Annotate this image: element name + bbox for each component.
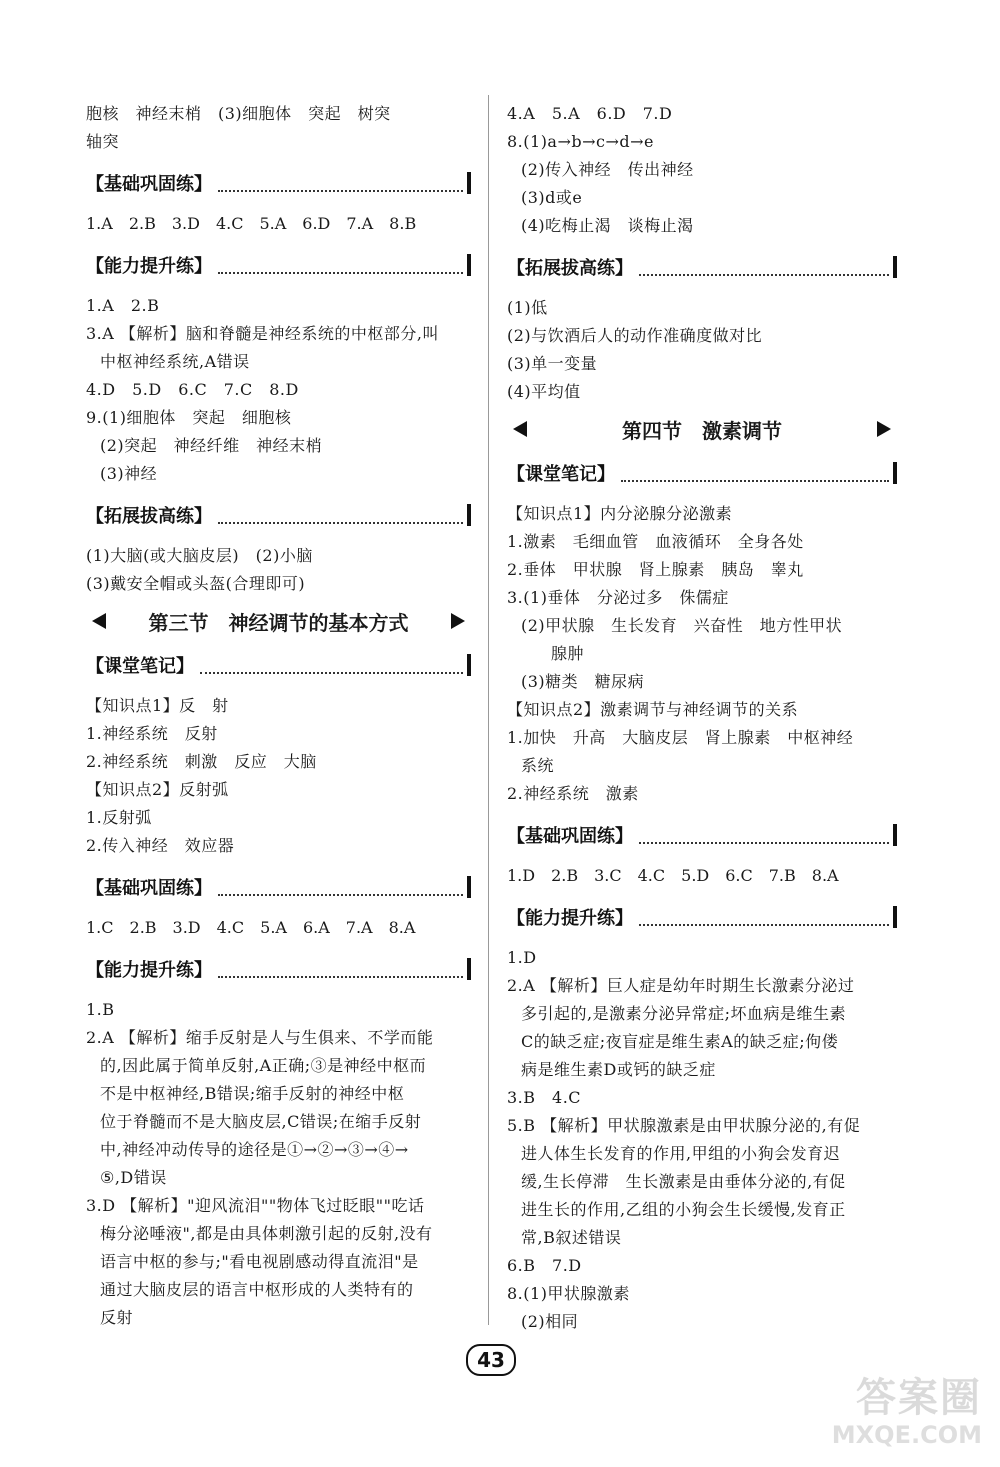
section-title: 【基础巩固练】 [507, 826, 633, 847]
text-line: 1.反射弧 [86, 808, 152, 827]
dotted-leader [218, 256, 463, 274]
text-line: 的,因此属于简单反射,A正确;③是神经中枢而 [100, 1056, 427, 1075]
triangle-right-icon [877, 421, 891, 437]
text-line: 2.A 【解析】巨人症是幼年时期生长激素分泌过 [507, 976, 855, 995]
text-line: 腺肿 [551, 644, 585, 663]
triangle-left-icon [513, 421, 527, 437]
text-line: 5.B 【解析】甲状腺激素是由甲状腺分泌的,有促 [507, 1116, 861, 1135]
watermark [792, 1375, 982, 1457]
triangle-left-icon [92, 613, 106, 629]
dotted-leader [218, 506, 463, 524]
dotted-leader [639, 908, 889, 926]
section-title: 【课堂笔记】 [507, 464, 615, 485]
text-line: (2)甲状腺 生长发育 兴奋性 地方性甲状 [521, 616, 843, 635]
text-line: (1)低 [507, 298, 548, 317]
text-line: 2.A 【解析】缩手反射是人与生俱来、不学而能 [86, 1028, 434, 1047]
end-bar [467, 958, 471, 980]
text-line: (1)大脑(或大脑皮层) (2)小脑 [86, 546, 313, 565]
watermark-logo: 答案圈 [856, 1375, 982, 1421]
text-line: 中,神经冲动传导的途径是①→②→③→④→ [100, 1140, 409, 1159]
text-line: 2.传入神经 效应器 [86, 836, 235, 855]
text-line: 【知识点2】激素调节与神经调节的关系 [507, 700, 799, 719]
section-header-notes [86, 650, 471, 680]
text-line: 梅分泌唾液",都是由具体刺激引起的反射,没有 [100, 1224, 433, 1243]
text-line: 病是维生素D或钙的缺乏症 [521, 1060, 716, 1079]
section-title: 【基础巩固练】 [86, 174, 212, 195]
text-line: (2)传入神经 传出神经 [521, 160, 694, 179]
text-line: 1.加快 升高 大脑皮层 肾上腺素 中枢神经 [507, 728, 854, 747]
section-title: 【拓展拔高练】 [86, 506, 212, 527]
triangle-right-icon [451, 613, 465, 629]
text-line: 2.神经系统 激素 [507, 784, 639, 803]
text-line: 6.B 7.D [507, 1256, 582, 1275]
text-line: 1.D [507, 948, 537, 967]
text-line: 进人体生长发育的作用,甲组的小狗会发育迟 [521, 1144, 841, 1163]
text-line: 1.激素 毛细血管 血液循环 全身各处 [507, 532, 804, 551]
text-line: (3)戴安全帽或头盔(合理即可) [86, 574, 306, 593]
section-header-notes [507, 458, 897, 488]
section-header-extend [507, 252, 897, 282]
section-header-basic [507, 820, 897, 850]
text-line: 1.神经系统 反射 [86, 724, 218, 743]
text-line: 轴突 [86, 132, 120, 151]
answer-row: 1.A 2.B 3.D 4.C 5.A 6.D 7.A 8.B [86, 214, 417, 233]
text-line: 缓,生长停滞 生长激素是由垂体分泌的,有促 [521, 1172, 846, 1191]
text-line: 8.(1)甲状腺激素 [507, 1284, 630, 1303]
text-line: 位于脊髓而不是大脑皮层,C错误;在缩手反射 [100, 1112, 422, 1131]
section-header-extend [86, 500, 471, 530]
dotted-leader [621, 464, 889, 482]
end-bar [467, 504, 471, 526]
text-line: 反射 [100, 1308, 134, 1327]
text-line: 进生长的作用,乙组的小狗会生长缓慢,发育正 [521, 1200, 846, 1219]
text-line: 系统 [521, 756, 555, 775]
text-line: 3.(1)垂体 分泌过多 侏儒症 [507, 588, 729, 607]
dotted-leader [639, 826, 889, 844]
section-header-ability [86, 954, 471, 984]
chapter-text: 第三节 神经调节的基本方式 [148, 610, 409, 635]
text-line: 【知识点1】内分泌腺分泌激素 [507, 504, 733, 523]
end-bar [893, 256, 897, 278]
text-line: ⑤,D错误 [100, 1168, 167, 1187]
text-line: 多引起的,是激素分泌异常症;坏血病是维生素 [521, 1004, 846, 1023]
section-header-ability [507, 902, 897, 932]
text-line: 2.神经系统 刺激 反应 大脑 [86, 752, 317, 771]
section-header-basic [86, 872, 471, 902]
text-line: (2)突起 神经纤维 神经末梢 [100, 436, 323, 455]
section-title: 【能力提升练】 [507, 908, 633, 929]
text-line: 8.(1)a→b→c→d→e [507, 132, 655, 151]
section-title: 【能力提升练】 [86, 256, 212, 277]
end-bar [467, 654, 471, 676]
column-divider [488, 95, 489, 1325]
text-line: 通过大脑皮层的语言中枢形成的人类特有的 [100, 1280, 414, 1299]
chapter-text: 第四节 激素调节 [622, 418, 782, 443]
section-title: 【拓展拔高练】 [507, 258, 633, 279]
text-line: 4.D 5.D 6.C 7.C 8.D [86, 380, 299, 399]
section-title: 【基础巩固练】 [86, 878, 212, 899]
dotted-leader [200, 656, 463, 674]
chapter-title-3 [86, 604, 471, 638]
end-bar [893, 906, 897, 928]
text-line: 胞核 神经末梢 (3)细胞体 突起 树突 [86, 104, 391, 123]
section-title: 【能力提升练】 [86, 960, 212, 981]
text-line: 【知识点1】反 射 [86, 696, 229, 715]
section-header-basic [86, 168, 471, 198]
chapter-title-4 [507, 412, 897, 446]
dotted-leader [639, 258, 889, 276]
end-bar [467, 254, 471, 276]
text-line: 3.A 【解析】脑和脊髓是神经系统的中枢部分,叫 [86, 324, 439, 343]
dotted-leader [218, 960, 463, 978]
page-number: 43 [466, 1344, 516, 1376]
text-line: (3)单一变量 [507, 354, 598, 373]
text-line: 【知识点2】反射弧 [86, 780, 229, 799]
text-line: (3)d或e [521, 188, 583, 207]
answer-row: 1.C 2.B 3.D 4.C 5.A 6.A 7.A 8.A [86, 918, 416, 937]
watermark-url: MXQE.COM [831, 1421, 982, 1449]
right-column [507, 100, 897, 1336]
end-bar [893, 824, 897, 846]
text-line: 9.(1)细胞体 突起 细胞核 [86, 408, 292, 427]
answer-row: 1.D 2.B 3.C 4.C 5.D 6.C 7.B 8.A [507, 866, 839, 885]
text-line: (3)神经 [100, 464, 158, 483]
text-line: (3)糖类 糖尿病 [521, 672, 645, 691]
text-line: 1.A 2.B [86, 296, 160, 315]
text-line: 2.垂体 甲状腺 肾上腺素 胰岛 睾丸 [507, 560, 804, 579]
text-line: 3.D 【解析】"迎风流泪""物体飞过眨眼""吃话 [86, 1196, 425, 1215]
section-title: 【课堂笔记】 [86, 656, 194, 677]
text-line: (2)相同 [521, 1312, 579, 1331]
text-line: 4.A 5.A 6.D 7.D [507, 104, 673, 123]
end-bar [467, 876, 471, 898]
left-column [86, 100, 471, 1332]
dotted-leader [218, 878, 463, 896]
section-header-ability [86, 250, 471, 280]
text-line: (2)与饮酒后人的动作准确度做对比 [507, 326, 763, 345]
text-line: 3.B 4.C [507, 1088, 582, 1107]
text-line: 1.B [86, 1000, 115, 1019]
text-line: 常,B叙述错误 [521, 1228, 622, 1247]
text-line: C的缺乏症;夜盲症是维生素A的缺乏症;佝偻 [521, 1032, 839, 1051]
text-line: (4)平均值 [507, 382, 581, 401]
end-bar [893, 462, 897, 484]
text-line: 不是中枢神经,B错误;缩手反射的神经中枢 [100, 1084, 405, 1103]
text-line: 语言中枢的参与;"看电视剧感动得直流泪"是 [100, 1252, 419, 1271]
text-line: 中枢神经系统,A错误 [100, 352, 250, 371]
end-bar [467, 172, 471, 194]
dotted-leader [218, 174, 463, 192]
text-line: (4)吃梅止渴 谈梅止渴 [521, 216, 694, 235]
